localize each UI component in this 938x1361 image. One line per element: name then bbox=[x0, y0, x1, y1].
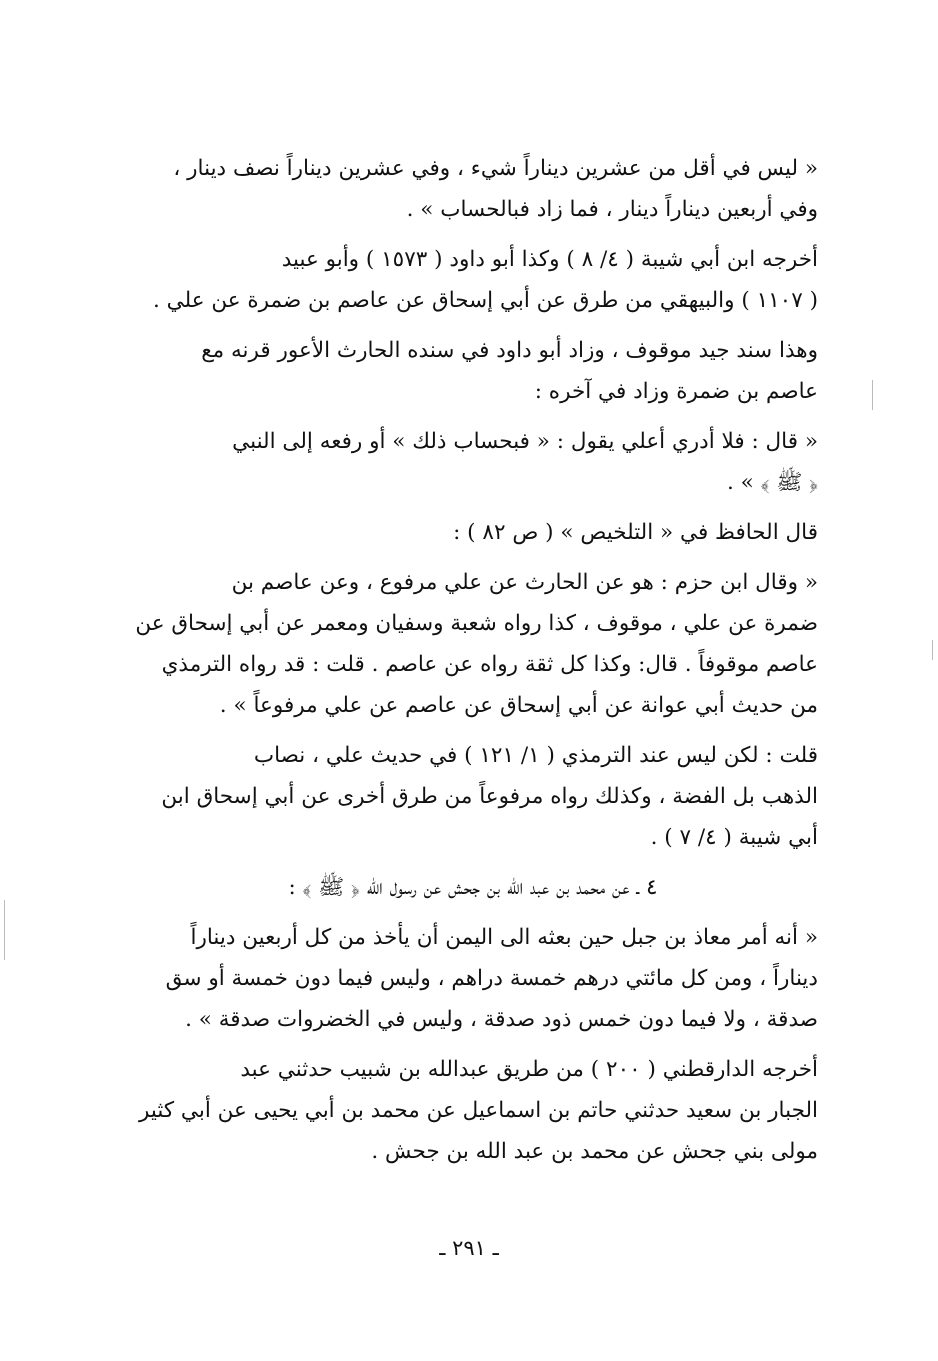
text-line: ضمرة عن علي ، موقوف ، كذا رواه شعبة وسفيان ومعمر عن أبي إسحاق عن bbox=[135, 611, 818, 636]
text-line: عاصم موقوفاً . قال: وكذا كل ثقة رواه عن عاصم . قلت : قد رواه الترمذي bbox=[161, 652, 818, 677]
page-number: ـ ٢٩١ ـ bbox=[439, 1236, 499, 1260]
text-line: صدقة ، ولا فيما دون خمس ذود صدقة ، وليس في الخضروات صدقة » . bbox=[185, 1007, 818, 1032]
scan-margin-mark bbox=[4, 900, 5, 960]
text-line: قال الحافظ في « التلخيص » ( ص ٨٢ ) : bbox=[453, 520, 818, 545]
text-line: ﴿ ﷺ ﴾ » . bbox=[727, 470, 818, 495]
text-line: ( ١١٠٧ ) والبيهقي من طرق عن أبي إسحاق عن عاصم بن ضمرة عن علي . bbox=[152, 288, 818, 313]
text-line: أبي شيبة ( ٤/ ٧ ) . bbox=[650, 825, 818, 850]
hadith-heading-line: ٤ ـ عن محمد بن عبد الله بن جحش عن رسول الله ﴿ ﷺ ﴾ : bbox=[288, 875, 658, 900]
text-line: الجبار بن سعيد حدثني حاتم بن اسماعيل عن محمد بن أبي يحيى عن أبي كثير bbox=[139, 1098, 818, 1123]
text-line: « قال : فلا أدري أعلي يقول : « فبحساب ذلك » أو رفعه إلى النبي bbox=[232, 429, 818, 454]
paragraph-addition-quote bbox=[128, 421, 818, 503]
paragraph-daraqutni-takhrij bbox=[128, 1049, 818, 1172]
text-line: أخرجه ابن أبي شيبة ( ٤/ ٨ ) وكذا أبو داود ( ١٥٧٣ ) وأبو عبيد bbox=[281, 247, 818, 272]
paragraph-author-comment bbox=[128, 735, 818, 858]
text-line: « أنه أمر معاذ بن جبل حين بعثه الى اليمن أن يأخذ من كل أربعين ديناراً bbox=[190, 925, 818, 950]
text-line: « ليس في أقل من عشرين ديناراً شيء ، وفي عشرين ديناراً نصف دينار ، bbox=[173, 156, 818, 181]
paragraph-muadh-quote bbox=[128, 917, 818, 1040]
scan-margin-mark bbox=[872, 380, 873, 410]
text-line: ديناراً ، ومن كل مائتي درهم خمسة دراهم ، وليس فيما دون خمسة أو سق bbox=[165, 966, 818, 991]
text-line: أخرجه الدارقطني ( ٢٠٠ ) من طريق عبدالله بن شبيب حدثني عبد bbox=[240, 1057, 818, 1082]
text-line: قلت : لكن ليس عند الترمذي ( ١/ ١٢١ ) في حديث علي ، نصاب bbox=[253, 743, 818, 768]
paragraph-hadith-quote bbox=[128, 148, 818, 230]
text-line: « وقال ابن حزم : هو عن الحارث عن علي مرفوع ، وعن عاصم بن bbox=[231, 570, 818, 595]
text-line: عاصم بن ضمرة وزاد في آخره : bbox=[534, 379, 818, 404]
paragraph-hadith-heading bbox=[128, 867, 818, 908]
text-line: الذهب بل الفضة ، وكذلك رواه مرفوعاً من طرق أخرى عن أبي إسحاق ابن bbox=[161, 784, 818, 809]
paragraph-takhrij bbox=[128, 239, 818, 321]
page-body bbox=[128, 148, 818, 1181]
text-line: مولى بني جحش عن محمد بن عبد الله بن جحش . bbox=[371, 1139, 818, 1164]
paragraph-hafiz-intro bbox=[128, 512, 818, 553]
paragraph-isnad-note bbox=[128, 330, 818, 412]
scan-margin-mark bbox=[932, 640, 933, 660]
paragraph-ibn-hazm-quote bbox=[128, 562, 818, 726]
text-line: من حديث أبي عوانة عن أبي إسحاق عن عاصم عن علي مرفوعاً » . bbox=[219, 693, 818, 718]
text-line: وفي أربعين ديناراً دينار ، فما زاد فبالحساب » . bbox=[406, 197, 818, 222]
text-line: وهذا سند جيد موقوف ، وزاد أبو داود في سنده الحارث الأعور قرنه مع bbox=[201, 338, 818, 363]
